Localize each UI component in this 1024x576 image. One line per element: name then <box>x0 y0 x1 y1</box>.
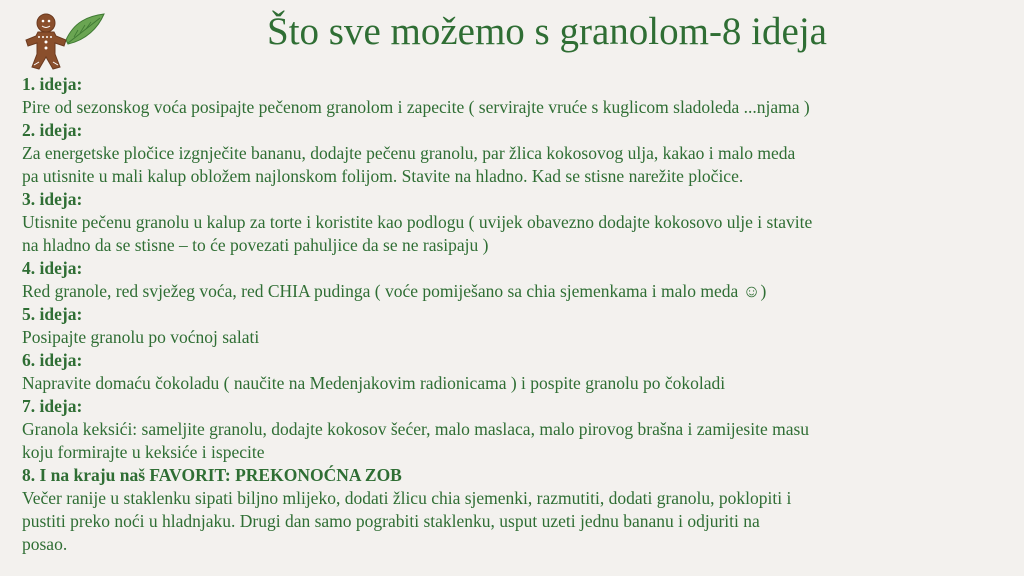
idea-line: koju formirajte u keksiće i ispecite <box>22 442 265 462</box>
idea-line: na hladno da se stisne – to će povezati pahuljice da se ne rasipaju ) <box>22 235 489 255</box>
idea-line: Napravite domaću čokoladu ( naučite na Medenjakovim radionicama ) i pospite granolu po čokoladi <box>22 373 726 393</box>
idea-4 <box>22 257 1012 303</box>
idea-line: Utisnite pečenu granolu u kalup za torte i koristite kao podlogu ( uvijek obavezno dodajte kokosovo ulje i stavite <box>22 212 813 232</box>
page-title: Što sve možemo s granolom-8 ideja <box>267 10 827 53</box>
idea-heading: 7. ideja: <box>22 396 83 416</box>
idea-heading: 6. ideja: <box>22 350 83 370</box>
idea-1 <box>22 73 1012 119</box>
idea-8 <box>22 464 1012 556</box>
idea-line: posao. <box>22 534 68 554</box>
idea-5 <box>22 303 1012 349</box>
idea-line: Red granole, red svježeg voća, red CHIA pudinga ( voće pomiješano sa chia sjemenkama i malo meda ☺) <box>22 281 767 301</box>
idea-heading: 1. ideja: <box>22 74 83 94</box>
idea-heading: 5. ideja: <box>22 304 83 324</box>
idea-line: Posipajte granolu po voćnoj salati <box>22 327 260 347</box>
idea-line: Granola keksići: sameljite granolu, dodajte kokosov šećer, malo maslaca, malo pirovog brašna i zamijesite masu <box>22 419 810 439</box>
idea-heading: 8. I na kraju naš FAVORIT: PREKONOĆNA ZOB <box>22 465 402 485</box>
idea-heading: 2. ideja: <box>22 120 83 140</box>
idea-line: pustiti preko noći u hladnjaku. Drugi dan samo pograbiti staklenku, usput uzeti jednu bananu i odjuriti na <box>22 511 760 531</box>
idea-line: Za energetske pločice izgnječite bananu, dodajte pečenu granolu, par žlica kokosovog ulja, kakao i malo meda <box>22 143 796 163</box>
idea-2 <box>22 119 1012 188</box>
ideas-list <box>22 73 1012 556</box>
idea-3 <box>22 188 1012 257</box>
idea-line: Večer ranije u staklenku sipati biljno mlijeko, dodati žlicu chia sjemenki, razmutiti, dodati granolu, poklopiti i <box>22 488 792 508</box>
idea-line: pa utisnite u mali kalup obložem najlonskom folijom. Stavite na hladno. Kad se stisne narežite pločice. <box>22 166 744 186</box>
idea-7 <box>22 395 1012 464</box>
idea-6 <box>22 349 1012 395</box>
idea-heading: 3. ideja: <box>22 189 83 209</box>
idea-line: Pire od sezonskog voća posipajte pečenom granolom i zapecite ( servirajte vruće s kuglicom sladoleda ...njama ) <box>22 97 810 117</box>
idea-heading: 4. ideja: <box>22 258 83 278</box>
